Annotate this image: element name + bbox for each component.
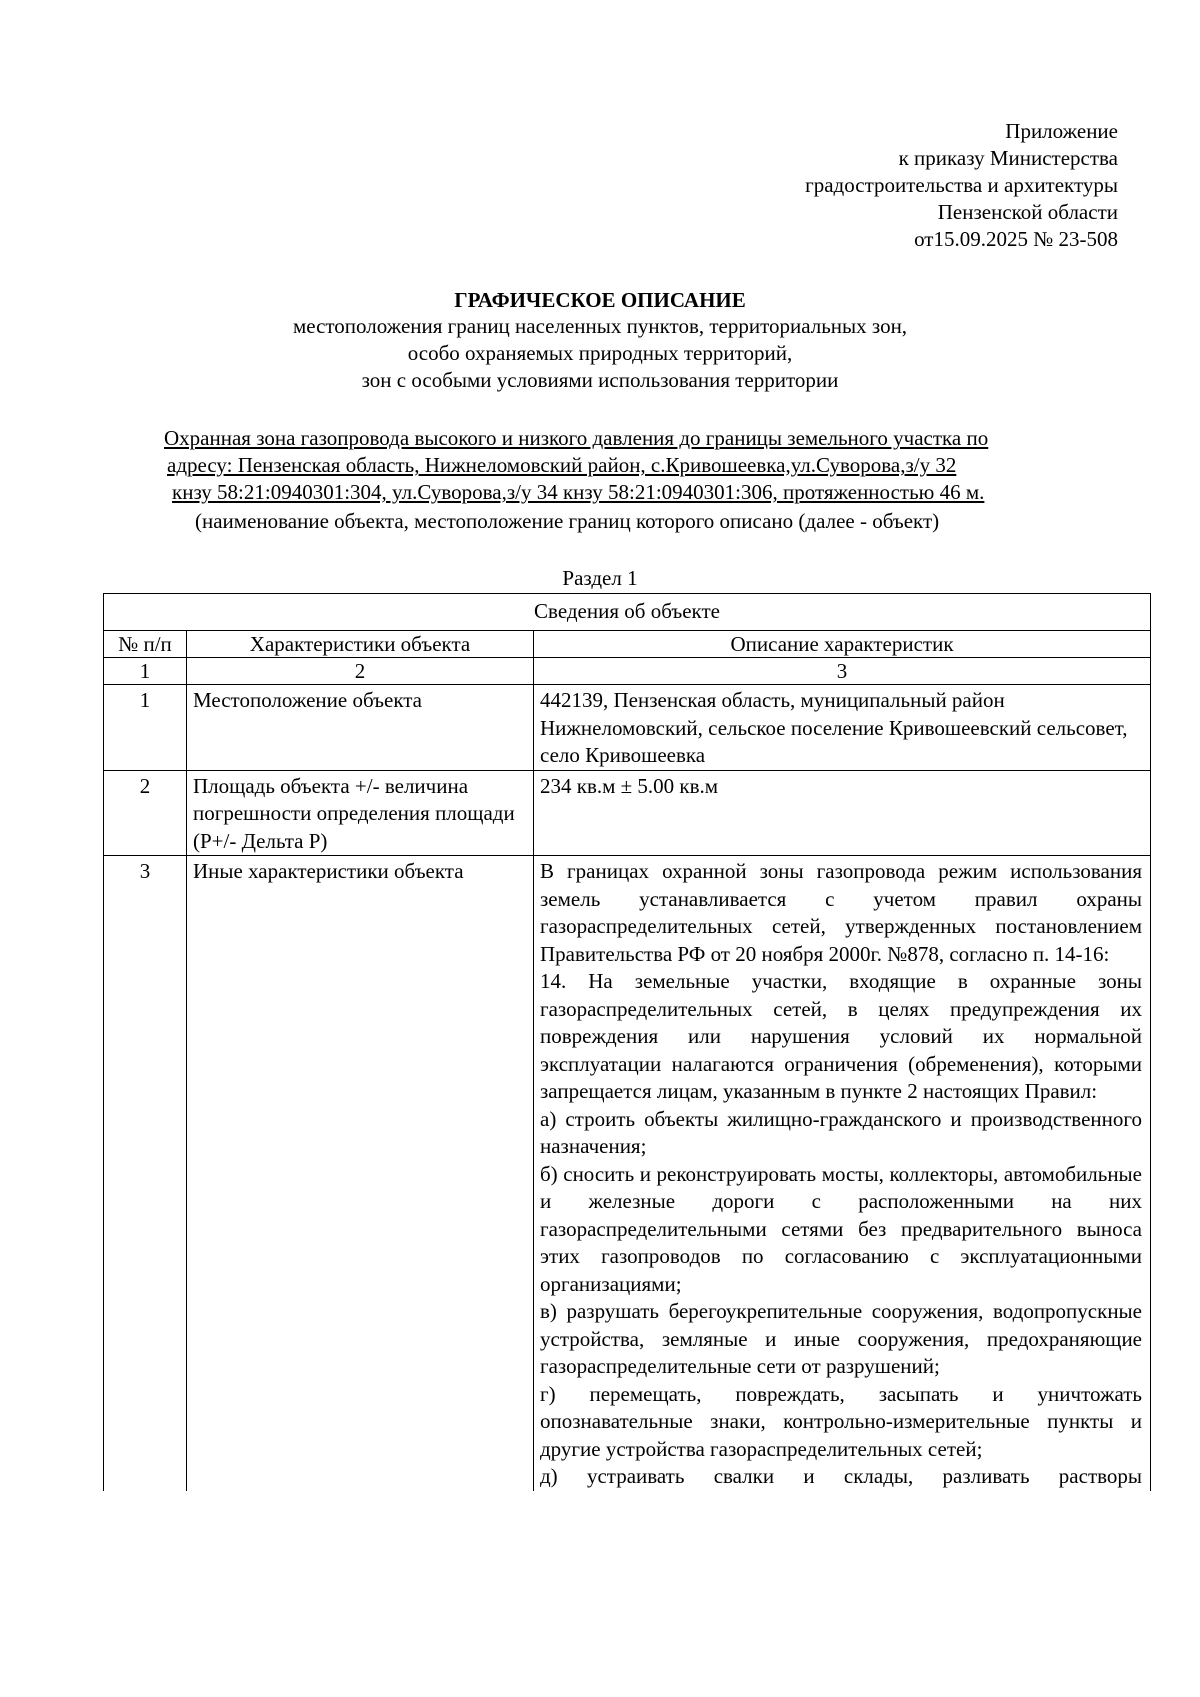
column-index: 2: [187, 658, 534, 685]
description-paragraph: в) разрушать берегоукрепительные сооружения, водопропускные устройства, земляные и иные сооружения, предохраняющие газораспределительные сети от разрушений;: [540, 1299, 1142, 1378]
appendix-header: [598, 118, 1118, 253]
section-label: Раздел 1: [562, 566, 638, 590]
document-subtitle: [0, 313, 1200, 394]
column-index: 1: [104, 658, 187, 685]
table-row: [104, 770, 1151, 856]
subtitle-line: особо охраняемых природных территорий,: [407, 341, 793, 365]
subtitle-line: местоположения границ населенных пунктов, территориальных зон,: [292, 314, 908, 338]
description-paragraph: а) строить объекты жилищно-гражданского и производственного назначения;: [540, 1106, 1142, 1158]
description-paragraph: б) сносить и реконструировать мосты, коллекторы, автомобильные и железные дороги с расположенными на них газораспределительными сетями без предварительного выноса этих газопроводов по согласованию с эксплуатационными организациями;: [540, 1161, 1142, 1296]
row-number: 3: [104, 856, 187, 1491]
table-caption-row: [104, 594, 1151, 631]
object-name-line: кнзу 58:21:0940301:304, ул.Суворова,з/у 34 кнзу 58:21:0940301:306, протяженностью 46 м.: [172, 480, 985, 504]
column-header-characteristics: Характеристики объекта: [187, 631, 534, 658]
appendix-line: градостроительства и архитектуры: [805, 173, 1118, 197]
description-paragraph: г) перемещать, повреждать, засыпать и уничтожать опознавательные знаки, контрольно-измерительные пункты и другие устройства газораспределительных сетей;: [540, 1381, 1142, 1461]
description-paragraph: В границах охранной зоны газопровода режим использования земель устанавливается с учетом правил охраны газораспределительных сетей, утвержденных постановлением Правительства РФ от 20 ноября 2000г. №878, согласно п. 14-16:: [540, 859, 1142, 966]
description-paragraph: 14. На земельные участки, входящие в охранные зоны газораспределительных сетей, в целях предупреждения их повреждения или нарушения условий их нормальной эксплуатации налагаются ограничения (обременения), которыми запрещается лицам, указанным в пункте 2 настоящих Правил:: [540, 969, 1142, 1103]
appendix-line: Приложение: [1005, 119, 1118, 143]
appendix-date-number: от15.09.2025 № 23-508: [914, 227, 1118, 251]
appendix-line: Пензенской области: [937, 200, 1118, 224]
row-description: 442139, Пензенская область, муниципальный район Нижнеломовский, сельское поселение Кривошеевский сельсовет, село Кривошеевка: [534, 685, 1151, 771]
row-number: 2: [104, 770, 187, 856]
column-index: 3: [534, 658, 1151, 685]
object-name-line: Охранная зона газопровода высокого и низкого давления до границы земельного участка по: [164, 426, 989, 450]
table-row: [104, 856, 1151, 1491]
object-name: [150, 425, 1110, 506]
column-header-number: № п/п: [104, 631, 187, 658]
table-caption: Сведения об объекте: [104, 594, 1151, 631]
subtitle-line: зон с особыми условиями использования территории: [361, 368, 839, 392]
table-index-row: [104, 658, 1151, 685]
description-paragraph: д) устраивать свалки и склады, разливать растворы: [540, 1464, 1142, 1488]
row-label: Иные характеристики объекта: [187, 856, 534, 1491]
row-description: [534, 856, 1151, 1491]
column-header-description: Описание характеристик: [534, 631, 1151, 658]
table-header-row: [104, 631, 1151, 658]
row-number: 1: [104, 685, 187, 771]
row-label: Площадь объекта +/- величина погрешности определения площади (Р+/- Дельта Р): [187, 770, 534, 856]
object-info-table: [103, 593, 1151, 1491]
object-name-line: адресу: Пензенская область, Нижнеломовский район, с.Кривошеевка,ул.Суворова,з/у 32: [167, 453, 957, 477]
document-title: ГРАФИЧЕСКОЕ ОПИСАНИЕ: [454, 288, 746, 312]
appendix-line: к приказу Министерства: [898, 146, 1118, 170]
table-row: [104, 685, 1151, 771]
row-description: 234 кв.м ± 5.00 кв.м: [534, 770, 1151, 856]
object-name-hint: (наименование объекта, местоположение границ которого описано (далее - объект): [195, 509, 940, 533]
row-label: Местоположение объекта: [187, 685, 534, 771]
